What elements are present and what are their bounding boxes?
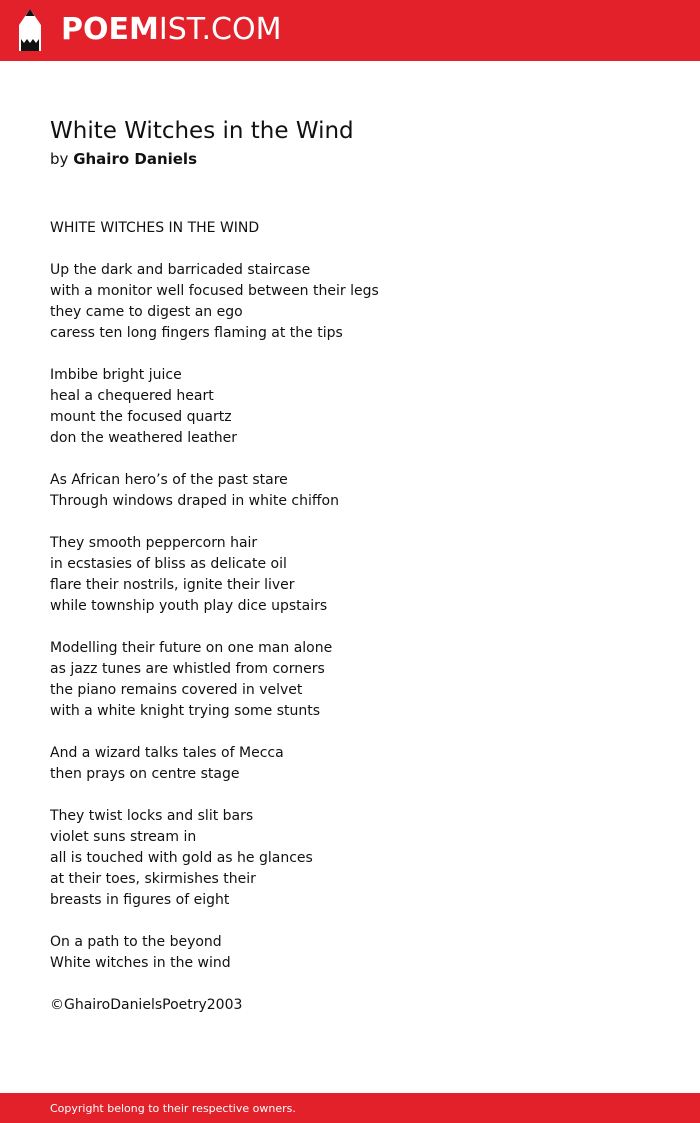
site-header xyxy=(0,0,700,61)
poem-line: as jazz tunes are whistled from corners xyxy=(50,661,325,677)
poem-line: with a monitor well focused between their legs xyxy=(50,283,379,299)
poem-line: don the weathered leather xyxy=(50,430,238,446)
site-footer xyxy=(0,1093,700,1123)
pencil-tip-icon xyxy=(17,9,43,51)
poem-stanza xyxy=(50,470,650,512)
poem-line: the piano remains covered in velvet xyxy=(50,682,303,698)
poem-line: White witches in the wind xyxy=(50,955,231,971)
poem-line: while township youth play dice upstairs xyxy=(50,598,328,614)
poem-byline xyxy=(50,149,197,169)
poem-stanza xyxy=(50,995,650,1016)
poem-line: heal a chequered heart xyxy=(50,388,214,404)
poem-line: Up the dark and barricaded staircase xyxy=(50,262,311,278)
poem-line: then prays on centre stage xyxy=(50,766,240,782)
footer-copyright: Copyright belong to their respective owners. xyxy=(50,1102,296,1115)
poem-line: with a white knight trying some stunts xyxy=(50,703,321,719)
logo-bold-part: POEM xyxy=(61,12,159,47)
poem-line: Imbibe bright juice xyxy=(50,367,182,383)
poem-line: flare their nostrils, ignite their liver xyxy=(50,577,295,593)
poem-stanza xyxy=(50,743,650,785)
poem-line: breasts in figures of eight xyxy=(50,892,230,908)
poem-line: violet suns stream in xyxy=(50,829,197,845)
poem-line: They smooth peppercorn hair xyxy=(50,535,258,551)
poem-line: they came to digest an ego xyxy=(50,304,243,320)
by-label: by xyxy=(50,150,69,168)
poem-line: WHITE WITCHES IN THE WIND xyxy=(50,220,260,236)
poem-body xyxy=(50,218,650,1037)
site-logo[interactable] xyxy=(61,12,281,48)
poem-line: all is touched with gold as he glances xyxy=(50,850,313,866)
poem-stanza xyxy=(50,260,650,344)
poem-line: Modelling their future on one man alone xyxy=(50,640,333,656)
poem-stanza xyxy=(50,932,650,974)
poem-line: As African hero’s of the past stare xyxy=(50,472,288,488)
poem-line: caress ten long fingers flaming at the tips xyxy=(50,325,343,341)
poem-line: Through windows draped in white chiffon xyxy=(50,493,339,509)
poem-line: On a path to the beyond xyxy=(50,934,222,950)
author-name: Ghairo Daniels xyxy=(73,150,198,168)
poem-stanza xyxy=(50,638,650,722)
poem-stanza xyxy=(50,365,650,449)
poem-stanza xyxy=(50,218,650,239)
poem-line: mount the focused quartz xyxy=(50,409,232,425)
poem-line: They twist locks and slit bars xyxy=(50,808,254,824)
poem-title: White Witches in the Wind xyxy=(50,118,354,144)
logo-light-part: IST.COM xyxy=(158,12,282,47)
poem-line: in ecstasies of bliss as delicate oil xyxy=(50,556,287,572)
poem-stanza xyxy=(50,806,650,911)
poem-line: at their toes, skirmishes their xyxy=(50,871,256,887)
poem-line: And a wizard talks tales of Mecca xyxy=(50,745,284,761)
poem-line: ©GhairoDanielsPoetry2003 xyxy=(50,997,243,1013)
poem-stanza xyxy=(50,533,650,617)
